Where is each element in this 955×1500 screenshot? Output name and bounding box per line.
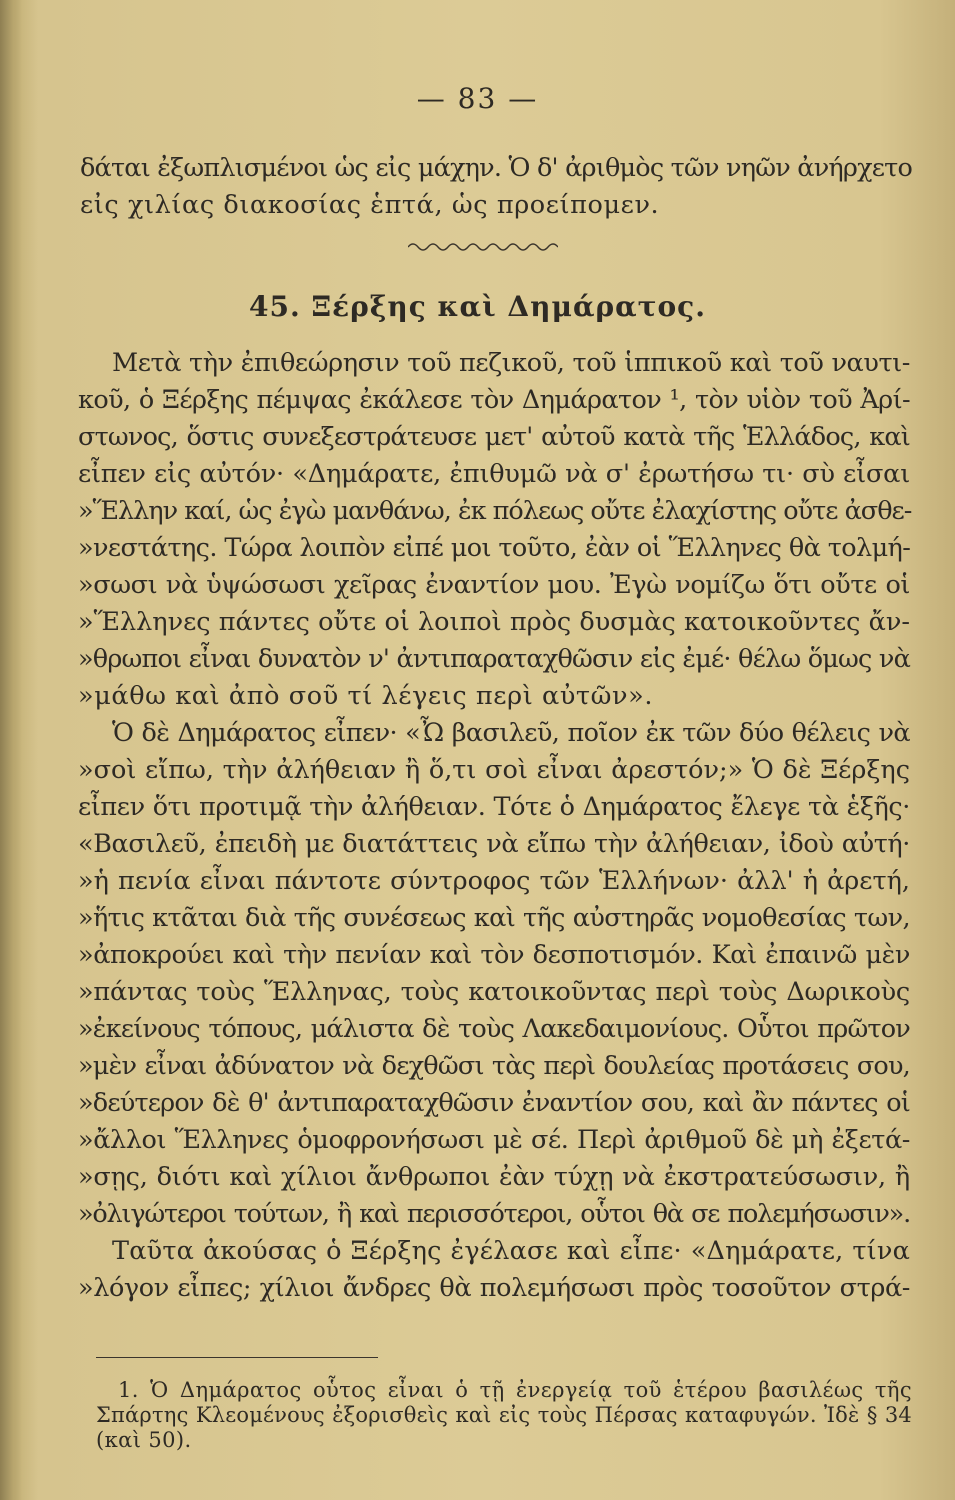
- body-line: »Ἕλληνες πάντες οὔτε οἱ λοιποὶ πρὸς δυσμὰς κατοικοῦντες ἄν-: [78, 607, 910, 637]
- footnote-line: 1. Ὁ Δημάρατος οὗτος εἶναι ὁ τῇ ἐνεργείᾳ τοῦ ἑτέρου βασιλέως τῆς: [118, 1378, 912, 1402]
- intro-line-1: δάται ἐξωπλισμένοι ὡς εἰς μάχην. Ὁ δ' ἀριθμὸς τῶν νηῶν ἀνήρχετο: [80, 153, 912, 183]
- body-line: »σωσι νὰ ὑψώσωσι χεῖρας ἐναντίον μου. Ἐγὼ νομίζω ὅτι οὔτε οἱ: [78, 570, 910, 600]
- body-line: »μὲν εἶναι ἀδύνατον νὰ δεχθῶσι τὰς περὶ δουλείας προτάσεις σου,: [78, 1051, 910, 1081]
- body-line: »μάθω καὶ ἀπὸ σοῦ τί λέγεις περὶ αὐτῶν».: [78, 681, 654, 711]
- body-line: »λόγον εἶπες; χίλιοι ἄνδρες θὰ πολεμήσωσι πρὸς τοσοῦτον στρά-: [78, 1273, 910, 1303]
- body-line: »ὀλιγώτεροι τούτων, ἢ καὶ περισσότεροι, οὗτοι θὰ σε πολεμήσωσιν».: [78, 1199, 910, 1229]
- body-line: »σοὶ εἴπω, τὴν ἀλήθειαν ἢ ὅ,τι σοὶ εἶναι ἀρεστόν;» Ὁ δὲ Ξέρξης: [78, 755, 910, 785]
- body-line: κοῦ, ὁ Ξέρξης πέμψας ἐκάλεσε τὸν Δημάρατον ¹, τὸν υἱὸν τοῦ Ἀρί-: [78, 385, 910, 415]
- footnote-line: (καὶ 50).: [96, 1428, 192, 1452]
- body-line: »θρωποι εἶναι δυνατὸν ν' ἀντιπαραταχθῶσιν εἰς ἐμέ· θέλω ὅμως νὰ: [78, 644, 910, 674]
- footnote-rule: [96, 1357, 378, 1358]
- body-line: «Βασιλεῦ, ἐπειδὴ με διατάττεις νὰ εἴπω τὴν ἀλήθειαν, ἰδοὺ αὐτή·: [78, 829, 910, 859]
- body-line: Ὁ δὲ Δημάρατος εἶπεν· «Ὦ βασιλεῦ, ποῖον ἐκ τῶν δύο θέλεις νὰ: [112, 718, 910, 748]
- page-gutter: [0, 0, 22, 1500]
- body-line: »ἥτις κτᾶται διὰ τῆς συνέσεως καὶ τῆς αὐστηρᾶς νομοθεσίας των,: [78, 903, 910, 933]
- body-line: »Ἕλλην καί, ὡς ἐγὼ μανθάνω, ἐκ πόλεως οὔτε ἐλαχίστης οὔτε ἀσθε-: [78, 496, 912, 526]
- wavy-ornament: [408, 240, 558, 254]
- body-line: »νεστάτης. Τώρα λοιπὸν εἰπέ μοι τοῦτο, ἐὰν οἱ Ἕλληνες θὰ τολμή-: [78, 533, 911, 563]
- body-line: Ταῦτα ἀκούσας ὁ Ξέρξης ἐγέλασε καὶ εἶπε· «Δημάρατε, τίνα: [112, 1236, 910, 1266]
- body-line: »πάντας τοὺς Ἕλληνας, τοὺς κατοικοῦντας περὶ τοὺς Δωρικοὺς: [78, 977, 910, 1007]
- footnote-line: Σπάρτης Κλεομένους ἐξορισθεὶς καὶ εἰς τοὺς Πέρσας καταφυγών. Ἰδὲ § 34: [96, 1403, 912, 1427]
- body-line: »δεύτερον δὲ θ' ἀντιπαραταχθῶσιν ἐναντίον σου, καὶ ἂν πάντες οἱ: [78, 1088, 910, 1118]
- body-line: »ἡ πενία εἶναι πάντοτε σύντροφος τῶν Ἑλλήνων· ἀλλ' ἡ ἀρετή,: [78, 866, 910, 896]
- body-line: »ἀποκρούει καὶ τὴν πενίαν καὶ τὸν δεσποτισμόν. Καὶ ἐπαινῶ μὲν: [78, 940, 910, 970]
- body-line: »σῃς, διότι καὶ χίλιοι ἄνθρωποι ἐὰν τύχῃ νὰ ἐκστρατεύσωσιν, ἢ: [78, 1162, 910, 1192]
- page-number: — 83 —: [416, 82, 539, 115]
- body-line: Μετὰ τὴν ἐπιθεώρησιν τοῦ πεζικοῦ, τοῦ ἱππικοῦ καὶ τοῦ ναυτι-: [112, 348, 910, 378]
- body-line: στωνος, ὅστις συνεξεστράτευσε μετ' αὐτοῦ κατὰ τῆς Ἑλλάδος, καὶ: [78, 422, 910, 452]
- intro-line-2: εἰς χιλίας διακοσίας ἑπτά, ὡς προείπομεν.: [80, 190, 660, 220]
- section-title: 45. Ξέρξης καὶ Δημάρατος.: [249, 290, 706, 323]
- body-line: »ἐκείνους τόπους, μάλιστα δὲ τοὺς Λακεδαιμονίους. Οὗτοι πρῶτον: [78, 1014, 910, 1044]
- body-line: εἶπεν ὅτι προτιμᾷ τὴν ἀλήθειαν. Τότε ὁ Δημάρατος ἔλεγε τὰ ἑξῆς·: [78, 792, 910, 822]
- body-line: »ἄλλοι Ἕλληνες ὁμοφρονήσωσι μὲ σέ. Περὶ ἀριθμοῦ δὲ μὴ ἐξετά-: [78, 1125, 910, 1155]
- body-line: εἶπεν εἰς αὐτόν· «Δημάρατε, ἐπιθυμῶ νὰ σ' ἐρωτήσω τι· σὺ εἶσαι: [78, 459, 910, 489]
